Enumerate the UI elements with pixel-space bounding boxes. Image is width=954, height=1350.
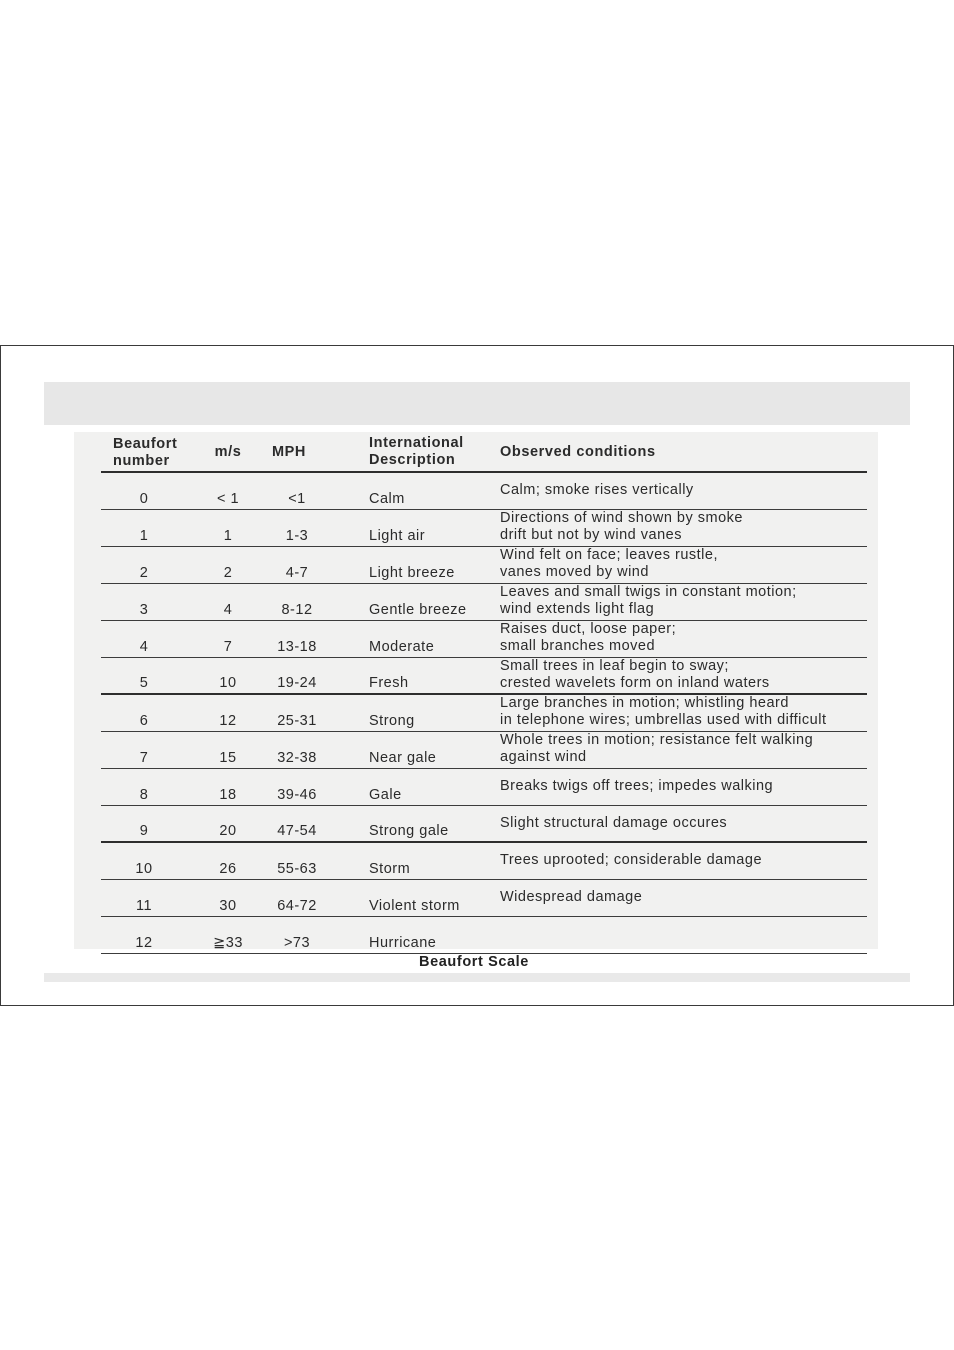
table-row [101,658,867,695]
table-row [101,917,867,954]
ms-cell: ≧33 [213,935,243,951]
observed-line: wind extends light flag [500,600,655,617]
header-beaufort-line2: number [113,453,170,469]
ms-cell: 7 [223,639,233,655]
observed-line: Large branches in motion; whistling heard [500,695,789,711]
table-row [101,584,867,621]
observed-conditions-cell [500,658,870,691]
mph-cell: 64-72 [277,898,317,914]
beaufort-number-cell: 9 [139,823,149,839]
description-cell: Near gale [369,750,437,766]
beaufort-number-cell: 8 [139,787,149,803]
mph-cell: 19-24 [277,675,317,691]
observed-line: Leaves and small twigs in constant motion; [500,584,797,600]
header-band [44,382,910,425]
table-row [101,806,867,843]
beaufort-number-cell: 10 [135,861,153,877]
header-desc-line2: Description [369,452,456,468]
observed-conditions-cell [500,510,870,543]
ms-cell: 20 [219,823,237,839]
header-beaufort-number [113,436,199,470]
observed-conditions-cell [500,695,870,728]
header-description [369,435,499,469]
table-header-row [101,432,867,473]
mph-cell: 39-46 [277,787,317,803]
beaufort-number-cell: 11 [135,898,153,914]
header-beaufort-line1: Beaufort [113,436,178,452]
beaufort-number-cell: 12 [135,935,153,951]
table-row [101,547,867,584]
ms-cell: 10 [219,675,237,691]
observed-line: in telephone wires; umbrellas used with difficult [500,711,827,728]
beaufort-number-cell: 4 [139,639,149,655]
description-cell: Fresh [369,675,409,691]
ms-cell: 15 [219,750,237,766]
beaufort-table [101,432,867,954]
beaufort-number-cell: 2 [139,565,149,581]
table-row [101,695,867,732]
observed-line: Raises duct, loose paper; [500,621,677,637]
observed-line: Widespread damage [500,889,643,905]
observed-conditions-cell [500,815,870,832]
table-row [101,510,867,547]
table-body [101,473,867,954]
beaufort-number-cell: 1 [139,528,149,544]
mph-cell: 47-54 [277,823,317,839]
observed-line: Calm; smoke rises vertically [500,482,694,498]
ms-cell: 2 [223,565,233,581]
ms-cell: 12 [219,713,237,729]
description-cell: Light air [369,528,426,544]
observed-line: Directions of wind shown by smoke [500,510,743,526]
observed-line: crested wavelets form on inland waters [500,674,770,691]
observed-line: vanes moved by wind [500,563,649,580]
observed-line: Whole trees in motion; resistance felt walking [500,732,814,748]
ms-cell: < 1 [216,491,240,507]
description-cell: Strong gale [369,823,449,839]
observed-line: Breaks twigs off trees; impedes walking [500,778,774,794]
description-cell: Gale [369,787,402,803]
observed-line: drift but not by wind vanes [500,526,682,543]
description-cell: Gentle breeze [369,602,467,618]
mph-cell: 4-7 [285,565,309,581]
observed-line: Trees uprooted; considerable damage [500,852,763,868]
description-cell: Storm [369,861,411,877]
mph-cell: 8-12 [281,602,313,618]
beaufort-number-cell: 5 [139,675,149,691]
mph-cell: 32-38 [277,750,317,766]
observed-conditions-cell [500,732,870,765]
table-row [101,880,867,917]
header-observed-conditions: Observed conditions [500,444,656,460]
description-cell: Strong [369,713,415,729]
beaufort-number-cell: 6 [139,713,149,729]
mph-cell: 25-31 [277,713,317,729]
description-cell: Moderate [369,639,435,655]
observed-line: small branches moved [500,637,656,654]
beaufort-number-cell: 7 [139,750,149,766]
ms-cell: 18 [219,787,237,803]
mph-cell: 13-18 [277,639,317,655]
table-row [101,769,867,806]
observed-line: Small trees in leaf begin to sway; [500,658,729,674]
observed-conditions-cell [500,621,870,654]
description-cell: Violent storm [369,898,460,914]
mph-cell: >73 [283,935,311,951]
observed-conditions-cell [500,778,870,795]
table-caption: Beaufort Scale [419,954,529,970]
ms-cell: 1 [223,528,233,544]
footer-band [44,973,910,982]
table-row [101,621,867,658]
observed-conditions-cell [500,584,870,617]
ms-cell: 4 [223,602,233,618]
observed-conditions-cell [500,482,870,499]
description-cell: Calm [369,491,405,507]
observed-conditions-cell [500,547,870,580]
ms-cell: 30 [219,898,237,914]
description-cell: Light breeze [369,565,455,581]
header-mph: MPH [271,444,307,460]
beaufort-number-cell: 0 [139,491,149,507]
mph-cell: 1-3 [285,528,309,544]
beaufort-number-cell: 3 [139,602,149,618]
header-desc-line1: International [369,435,464,451]
mph-cell: <1 [288,491,306,507]
mph-cell: 55-63 [277,861,317,877]
observed-conditions-cell [500,852,870,869]
ms-cell: 26 [219,861,237,877]
observed-conditions-cell [500,889,870,906]
observed-line: against wind [500,748,587,765]
table-row [101,732,867,769]
description-cell: Hurricane [369,935,437,951]
header-ms: m/s [214,444,242,460]
observed-line: Wind felt on face; leaves rustle, [500,547,718,563]
observed-line: Slight structural damage occures [500,815,728,831]
table-row [101,843,867,880]
table-row [101,473,867,510]
